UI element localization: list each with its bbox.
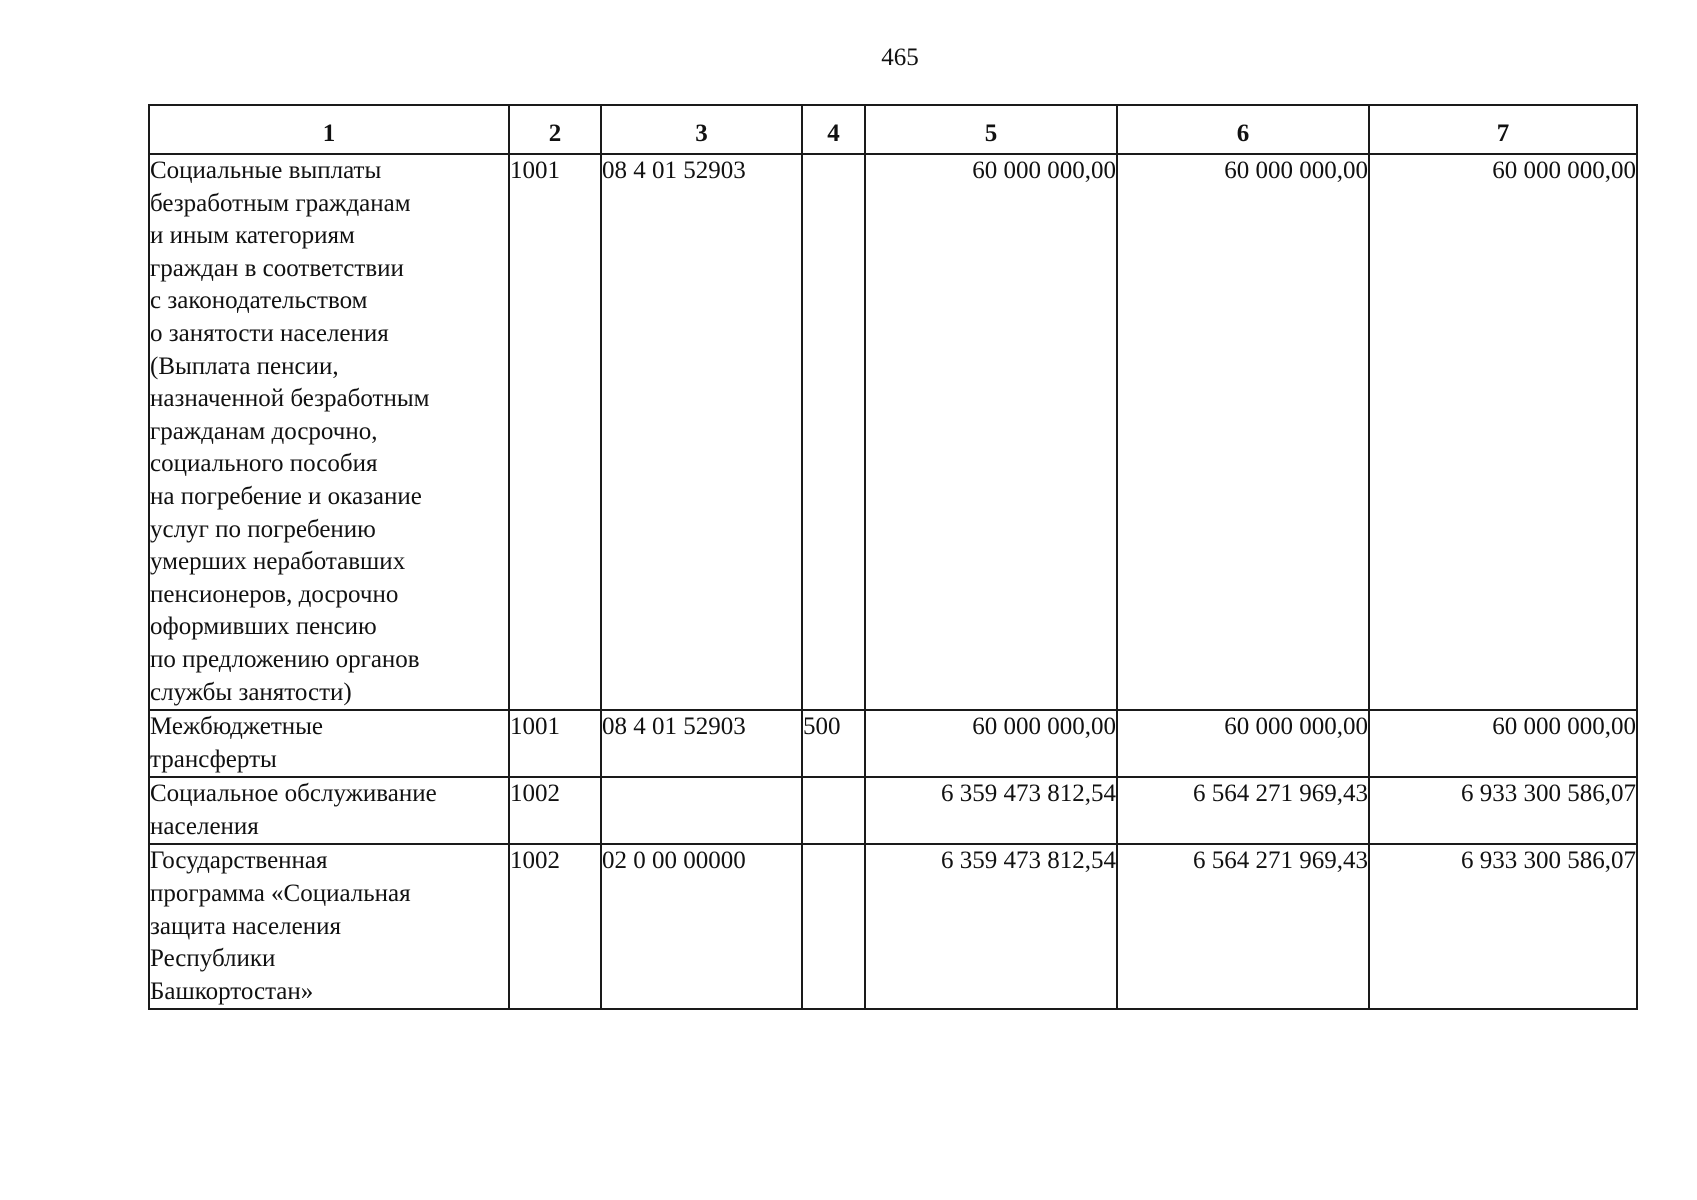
target-article-cell: 08 4 01 52903	[601, 154, 802, 710]
budget-table	[148, 104, 1638, 1010]
section-cell: 1001	[509, 154, 601, 710]
row-name-cell	[149, 710, 509, 777]
column-header: 7	[1369, 105, 1637, 154]
table-row	[149, 777, 1637, 844]
section-cell: 1001	[509, 710, 601, 777]
amount-cell: 6 933 300 586,07	[1369, 844, 1637, 1009]
page-number: 465	[881, 44, 919, 71]
column-header: 4	[802, 105, 865, 154]
expense-type-cell	[802, 777, 865, 844]
column-header: 1	[149, 105, 509, 154]
amount-cell: 6 359 473 812,54	[865, 844, 1117, 1009]
amount-cell: 6 359 473 812,54	[865, 777, 1117, 844]
row-name-text: Межбюджетные трансферты	[150, 713, 324, 773]
column-header: 6	[1117, 105, 1369, 154]
amount-cell: 6 564 271 969,43	[1117, 844, 1369, 1009]
amount-cell: 60 000 000,00	[1117, 154, 1369, 710]
amount-cell: 60 000 000,00	[1369, 154, 1637, 710]
row-name-text: Социальные выплаты безработным гражданам и иным категориям граждан в соответствии с законодательством о занятости населения (Выплата пенсии, назначенной безработным гражданам досрочно, социального пособия на погребение и оказание услуг по погребению умерших неработавших пенсионеров, досрочно оформивших пенсию по предложению органов службы занятости)	[150, 157, 430, 706]
amount-cell: 60 000 000,00	[1117, 710, 1369, 777]
table-row	[149, 844, 1637, 1009]
amount-cell: 60 000 000,00	[865, 154, 1117, 710]
expense-type-cell: 500	[802, 710, 865, 777]
column-header: 2	[509, 105, 601, 154]
expense-type-cell	[802, 154, 865, 710]
table-header-row	[149, 105, 1637, 154]
row-name-cell	[149, 844, 509, 1009]
target-article-cell: 08 4 01 52903	[601, 710, 802, 777]
table-row	[149, 154, 1637, 710]
expense-type-cell	[802, 844, 865, 1009]
amount-cell: 60 000 000,00	[865, 710, 1117, 777]
amount-cell: 6 564 271 969,43	[1117, 777, 1369, 844]
section-cell: 1002	[509, 777, 601, 844]
target-article-cell	[601, 777, 802, 844]
table-row	[149, 710, 1637, 777]
row-name-cell	[149, 154, 509, 710]
column-header: 3	[601, 105, 802, 154]
row-name-cell	[149, 777, 509, 844]
row-name-text: Социальное обслуживание населения	[150, 780, 437, 840]
section-cell: 1002	[509, 844, 601, 1009]
amount-cell: 60 000 000,00	[1369, 710, 1637, 777]
row-name-text: Государственная программа «Социальная защита населения Республики Башкортостан»	[150, 847, 411, 1005]
target-article-cell: 02 0 00 00000	[601, 844, 802, 1009]
amount-cell: 6 933 300 586,07	[1369, 777, 1637, 844]
column-header: 5	[865, 105, 1117, 154]
